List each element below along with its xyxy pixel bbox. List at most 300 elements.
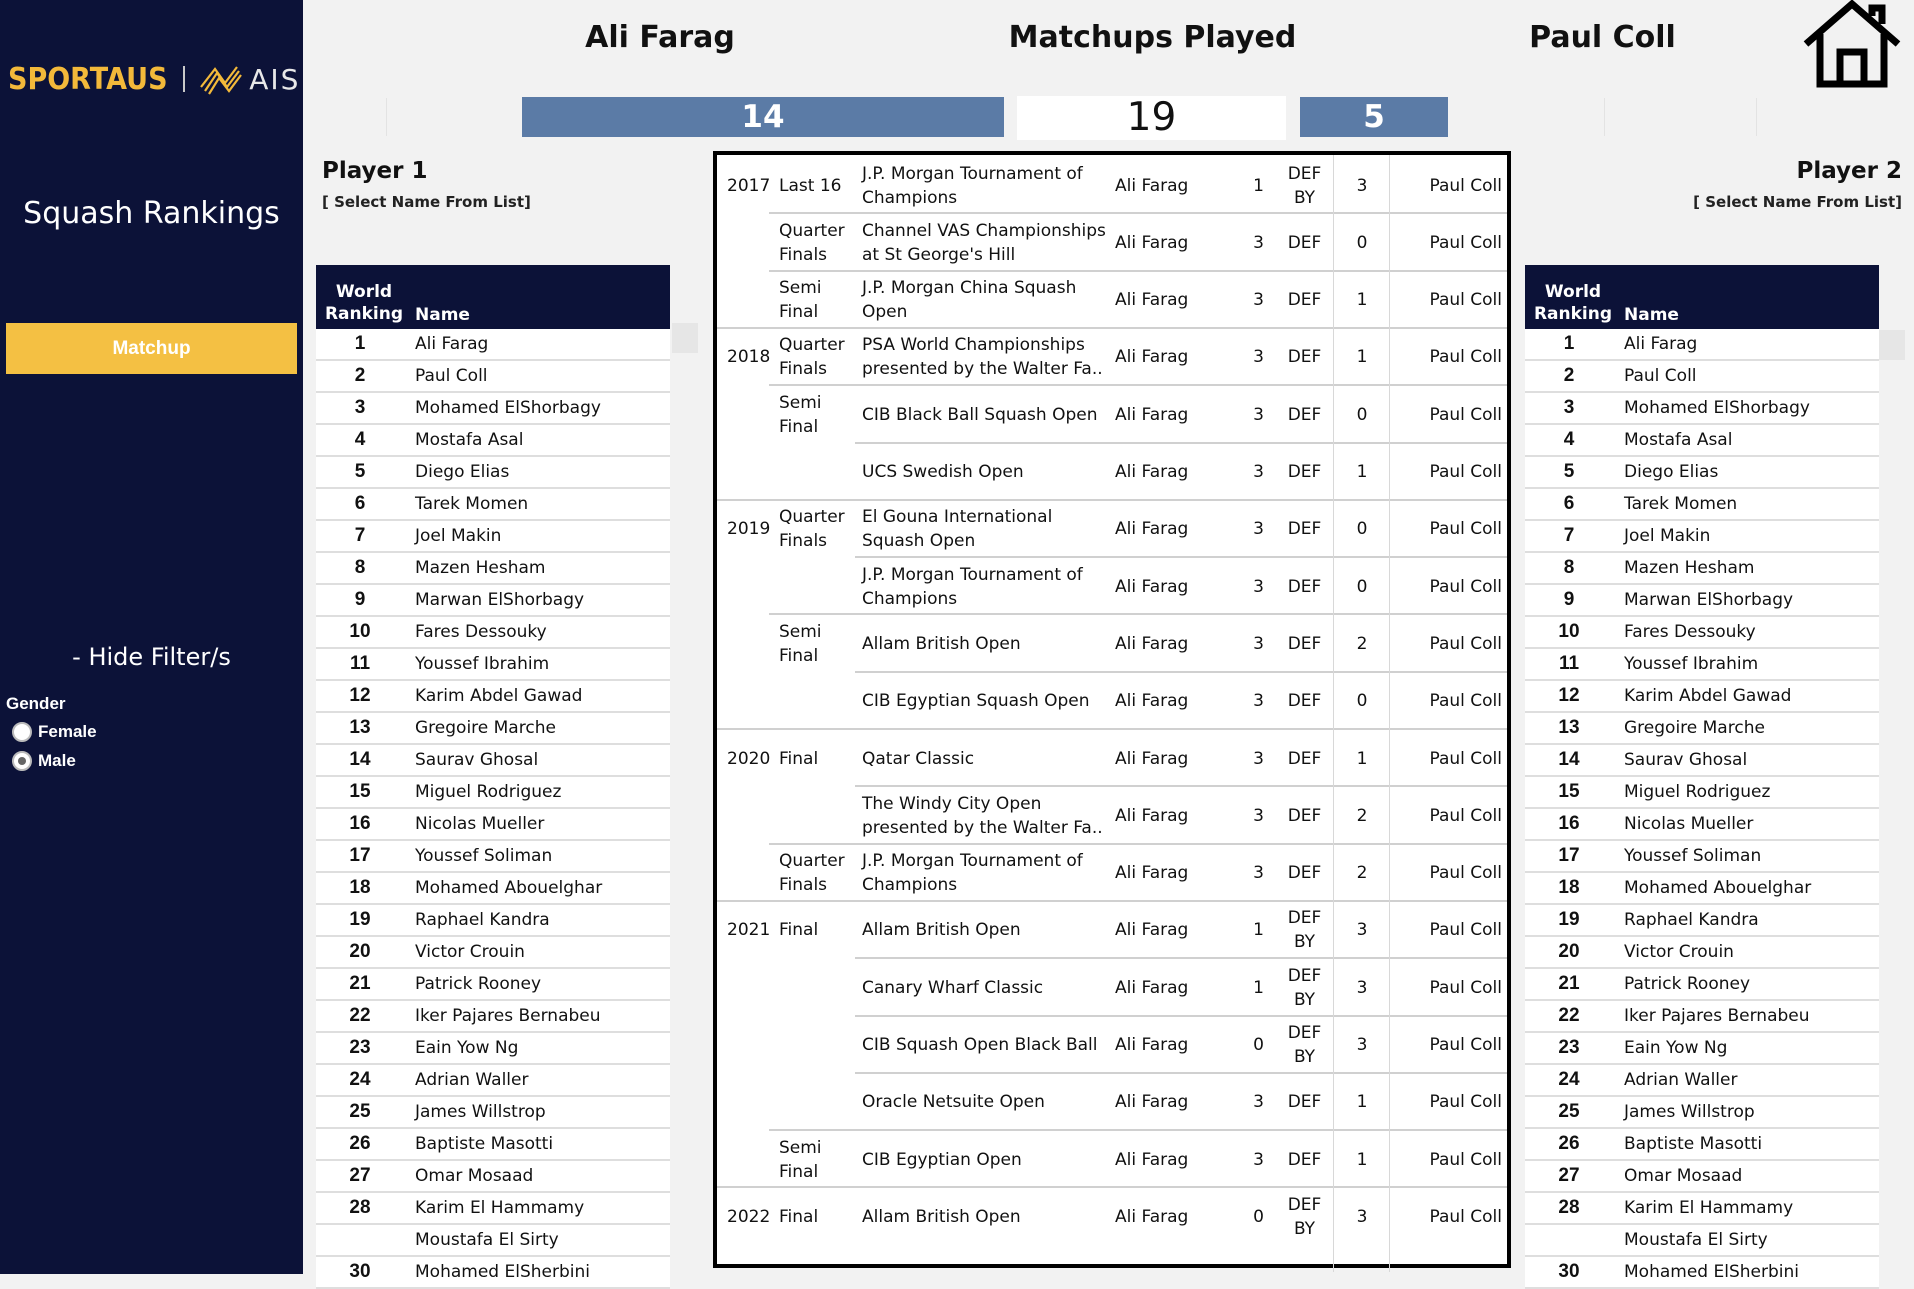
sportaus-wordmark: SPORTAUS xyxy=(8,61,168,97)
match-round: Quarter Finals xyxy=(779,335,845,380)
player1-rank-row[interactable] xyxy=(316,1065,670,1097)
match-player2-score: 3 xyxy=(1356,1035,1368,1055)
player2-rank-row[interactable] xyxy=(1525,1065,1879,1097)
player1-rank-row[interactable] xyxy=(316,329,670,361)
player-name: Karim El Hammamy xyxy=(415,1198,585,1218)
match-tournament: Canary Wharf Classic xyxy=(862,977,1044,998)
player1-rank-row[interactable] xyxy=(316,393,670,425)
row-divider xyxy=(855,785,1507,787)
player2-rank-row[interactable] xyxy=(1525,873,1879,905)
player-name: Mazen Hesham xyxy=(1624,558,1755,578)
logo xyxy=(8,54,300,104)
rank-number: 2 xyxy=(354,365,366,386)
player-name: Saurav Ghosal xyxy=(1624,750,1748,770)
player-name: Adrian Waller xyxy=(415,1070,529,1090)
match-year: 2019 xyxy=(727,519,771,540)
col-rank-line2: Ranking xyxy=(324,304,404,324)
match-round: Semi Final xyxy=(779,1137,822,1182)
match-tournament: CIB Egyptian Squash Open xyxy=(862,691,1090,712)
player2-rank-row[interactable] xyxy=(1525,745,1879,777)
rank-number: 18 xyxy=(1558,877,1580,898)
player1-rank-row[interactable] xyxy=(316,905,670,937)
player-name: James Willstrop xyxy=(1624,1102,1755,1122)
match-year xyxy=(727,272,773,329)
player-name: Mohamed ElSherbini xyxy=(1624,1262,1799,1282)
col-rank-line2: Ranking xyxy=(1533,304,1613,324)
match-result: DEF xyxy=(1287,863,1322,884)
player-name: Miguel Rodriguez xyxy=(415,782,562,802)
col-name: Name xyxy=(1624,305,1679,325)
match-player1-score: 1 xyxy=(1253,977,1264,998)
player2-rank-row[interactable] xyxy=(1525,1225,1879,1257)
rank-number: 12 xyxy=(349,685,371,706)
player1-rank-row[interactable] xyxy=(316,1129,670,1161)
rank-number: 25 xyxy=(349,1101,371,1122)
player2-rank-row[interactable] xyxy=(1525,649,1879,681)
match-result: DEF xyxy=(1287,290,1322,311)
match-player2: Paul Coll xyxy=(1429,519,1502,540)
player2-rank-row[interactable] xyxy=(1525,457,1879,489)
match-year xyxy=(727,787,773,844)
match-year xyxy=(727,1017,773,1074)
player-name: Mostafa Asal xyxy=(415,430,524,450)
match-tournament: J.P. Morgan China Squash Open xyxy=(862,278,1077,323)
player-name: Patrick Rooney xyxy=(415,974,542,994)
player1-rank-row[interactable] xyxy=(316,969,670,1001)
rank-number: 5 xyxy=(354,461,366,482)
match-round xyxy=(779,787,861,844)
match-round xyxy=(779,959,861,1016)
match-player2-score: 3 xyxy=(1356,920,1368,941)
player-name: Joel Makin xyxy=(1624,526,1711,546)
player1-rank-row[interactable] xyxy=(316,1001,670,1033)
player2-rank-row[interactable] xyxy=(1525,1001,1879,1033)
rank-number: 28 xyxy=(349,1197,371,1218)
player1-rank-row[interactable] xyxy=(316,713,670,745)
match-player2: Paul Coll xyxy=(1429,1206,1502,1227)
player-name: Mohamed ElShorbagy xyxy=(1624,398,1810,418)
player-name: Baptiste Masotti xyxy=(415,1134,554,1154)
player-name: Fares Dessouky xyxy=(415,622,547,642)
player-name: Nicolas Mueller xyxy=(1624,814,1754,834)
player1-rank-row[interactable] xyxy=(316,1257,670,1289)
match-player2-score: 1 xyxy=(1356,1092,1368,1113)
match-tournament: Allam British Open xyxy=(862,920,1021,941)
col-world-ranking xyxy=(1533,281,1613,325)
rank-number: 16 xyxy=(349,813,371,834)
match-round: Quarter Finals xyxy=(779,851,845,896)
sidebar xyxy=(0,0,303,1274)
player1-rank-row[interactable] xyxy=(316,425,670,457)
player-name: Tarek Momen xyxy=(415,494,529,514)
match-player2: Paul Coll xyxy=(1429,1092,1502,1113)
match-player1: Ali Farag xyxy=(1115,805,1189,826)
player2-list-scrollbar[interactable] xyxy=(1879,330,1905,360)
rank-number: 8 xyxy=(1563,557,1575,578)
match-player2-score: 1 xyxy=(1356,462,1368,482)
match-player2-score: 3 xyxy=(1356,977,1368,998)
match-tournament: El Gouna International Squash Open xyxy=(862,507,1053,552)
rank-number: 16 xyxy=(1558,813,1580,834)
match-tournament: J.P. Morgan Tournament of Champions xyxy=(862,564,1083,609)
match-player2-score: 2 xyxy=(1356,863,1368,884)
player-name: Youssef Soliman xyxy=(415,846,553,866)
match-player1-score: 3 xyxy=(1253,691,1264,712)
player-name: Fares Dessouky xyxy=(1624,622,1756,642)
player1-rank-row[interactable] xyxy=(316,489,670,521)
match-player2-score: 0 xyxy=(1356,404,1368,425)
player2-rank-row[interactable] xyxy=(1525,1257,1879,1289)
player-name: Mohamed Abouelghar xyxy=(1624,878,1812,898)
match-player2: Paul Coll xyxy=(1429,1149,1502,1170)
match-player2-score: 1 xyxy=(1356,347,1368,368)
player2-rank-row[interactable] xyxy=(1525,1033,1879,1065)
match-player1-score: 3 xyxy=(1253,462,1264,482)
match-tournament: CIB Squash Open Black Ball xyxy=(862,1035,1098,1055)
rank-number: 20 xyxy=(349,941,371,962)
rank-number: 7 xyxy=(1563,525,1575,546)
gender-option-label: Male xyxy=(38,751,76,770)
rank-number: 19 xyxy=(1558,909,1580,930)
player-name: Karim Abdel Gawad xyxy=(415,686,583,706)
strip-tick xyxy=(386,98,387,136)
col-name: Name xyxy=(415,305,470,325)
rank-number: 25 xyxy=(1558,1101,1580,1122)
rank-number: 10 xyxy=(349,621,371,642)
player1-rank-row[interactable] xyxy=(316,521,670,553)
match-player1: Ali Farag xyxy=(1115,1092,1189,1113)
match-tournament: Oracle Netsuite Open xyxy=(862,1092,1045,1113)
rank-number: 4 xyxy=(1563,429,1575,450)
player-name: Diego Elias xyxy=(415,462,510,482)
match-player1: Ali Farag xyxy=(1115,1206,1189,1227)
match-player2: Paul Coll xyxy=(1429,576,1502,597)
rank-number: 17 xyxy=(349,845,371,866)
player1-rank-row[interactable] xyxy=(316,649,670,681)
match-result: DEF BY xyxy=(1287,1023,1322,1067)
rank-number: 11 xyxy=(349,653,371,674)
match-player1-score: 3 xyxy=(1253,1149,1264,1170)
match-tournament: Allam British Open xyxy=(862,633,1021,654)
rank-number: 14 xyxy=(349,749,371,770)
radio-checked-icon xyxy=(12,751,32,771)
match-year: 2021 xyxy=(727,920,771,941)
player2-heading: Paul Coll xyxy=(1529,20,1676,55)
rank-number: 23 xyxy=(1558,1037,1580,1058)
player1-rank-row[interactable] xyxy=(316,777,670,809)
gender-radio-female[interactable] xyxy=(12,722,97,742)
player-name: Raphael Kandra xyxy=(1624,910,1759,930)
rank-number: 19 xyxy=(349,909,371,930)
match-round xyxy=(779,673,861,730)
gender-option-label: Female xyxy=(38,722,97,741)
match-player1-score: 0 xyxy=(1253,1035,1264,1055)
match-player1-score: 0 xyxy=(1253,1206,1264,1227)
row-divider xyxy=(855,442,1507,444)
match-player2: Paul Coll xyxy=(1429,805,1502,826)
player-name: Youssef Ibrahim xyxy=(1624,654,1759,674)
rank-number: 24 xyxy=(1558,1069,1580,1090)
match-player2-score: 2 xyxy=(1356,633,1368,654)
player-name: Eain Yow Ng xyxy=(1624,1038,1728,1058)
rank-number: 13 xyxy=(349,717,371,738)
match-result: DEF xyxy=(1287,347,1322,368)
rank-number: 1 xyxy=(354,333,366,354)
match-player1: Ali Farag xyxy=(1115,748,1189,769)
match-player2: Paul Coll xyxy=(1429,462,1502,482)
match-player1: Ali Farag xyxy=(1115,462,1189,482)
rank-number: 9 xyxy=(354,589,366,610)
match-result: DEF BY xyxy=(1287,908,1322,953)
gender-radio-male[interactable] xyxy=(12,751,76,771)
player1-rank-row[interactable] xyxy=(316,873,670,905)
player2-ranking-list[interactable] xyxy=(1525,265,1879,1282)
match-player2: Paul Coll xyxy=(1429,1035,1502,1055)
radio-unchecked-icon xyxy=(12,722,32,742)
column-divider xyxy=(1333,155,1334,1272)
match-player1: Ali Farag xyxy=(1115,633,1189,654)
player2-rank-row[interactable] xyxy=(1525,425,1879,457)
match-player1: Ali Farag xyxy=(1115,1035,1189,1055)
player-name: Paul Coll xyxy=(415,366,488,386)
row-divider xyxy=(855,556,1507,558)
rank-number: 26 xyxy=(349,1133,371,1154)
rank-number: 26 xyxy=(1558,1133,1580,1154)
match-player1-score: 3 xyxy=(1253,404,1264,425)
player1-rank-row[interactable] xyxy=(316,681,670,713)
rank-number: 15 xyxy=(349,781,371,802)
match-year xyxy=(727,1131,773,1188)
player2-rank-row[interactable] xyxy=(1525,553,1879,585)
match-player2: Paul Coll xyxy=(1429,691,1502,712)
match-year: 2020 xyxy=(727,748,771,769)
match-result: DEF xyxy=(1287,805,1322,826)
total-matches-value: 19 xyxy=(1017,96,1286,140)
hide-filter-toggle[interactable]: - Hide Filter/s xyxy=(72,643,231,671)
player1-rank-row[interactable] xyxy=(316,1033,670,1065)
column-divider xyxy=(1389,155,1390,1272)
player-name: Diego Elias xyxy=(1624,462,1719,482)
player-name: Patrick Rooney xyxy=(1624,974,1751,994)
match-player1: Ali Farag xyxy=(1115,404,1189,425)
player1-rank-row[interactable] xyxy=(316,361,670,393)
player-name: Marwan ElShorbagy xyxy=(415,590,585,610)
player1-rank-row[interactable] xyxy=(316,745,670,777)
player1-ranking-list[interactable] xyxy=(316,265,670,1282)
player2-rank-row[interactable] xyxy=(1525,777,1879,809)
player1-rank-row[interactable] xyxy=(316,585,670,617)
match-player2: Paul Coll xyxy=(1429,404,1502,425)
match-result: DEF xyxy=(1287,462,1322,482)
player-name: Miguel Rodriguez xyxy=(1624,782,1771,802)
rank-number: 5 xyxy=(1563,461,1575,482)
player2-rank-row[interactable] xyxy=(1525,1161,1879,1193)
player1-rank-row[interactable] xyxy=(316,809,670,841)
match-player2-score: 2 xyxy=(1356,805,1368,826)
player2-rank-row[interactable] xyxy=(1525,905,1879,937)
player-name: Saurav Ghosal xyxy=(415,750,539,770)
player-name: Victor Crouin xyxy=(1624,942,1734,962)
row-divider xyxy=(769,1129,1507,1131)
player-name: Mohamed Abouelghar xyxy=(415,878,603,898)
match-player1: Ali Farag xyxy=(1115,519,1189,540)
match-round: Semi Final xyxy=(779,392,822,437)
match-round: Quarter Finals xyxy=(779,220,845,265)
match-year xyxy=(727,959,773,1016)
match-round: Semi Final xyxy=(779,278,822,323)
rank-number: 15 xyxy=(1558,781,1580,802)
player-name: Tarek Momen xyxy=(1624,494,1738,514)
matchups-played-heading: Matchups Played xyxy=(1008,20,1297,55)
player2-rank-row[interactable] xyxy=(1525,585,1879,617)
player-name: Youssef Ibrahim xyxy=(415,654,550,674)
player1-rank-row[interactable] xyxy=(316,553,670,585)
player2-rank-row[interactable] xyxy=(1525,681,1879,713)
player-name: Paul Coll xyxy=(1624,366,1697,386)
rank-number: 3 xyxy=(354,397,366,418)
row-divider xyxy=(769,270,1507,272)
rank-number: 6 xyxy=(354,493,366,514)
match-player1: Ali Farag xyxy=(1115,175,1189,196)
player2-rank-row[interactable] xyxy=(1525,361,1879,393)
match-player1-score: 3 xyxy=(1253,232,1264,253)
row-divider xyxy=(855,1072,1507,1074)
match-player1: Ali Farag xyxy=(1115,347,1189,368)
match-result: DEF xyxy=(1287,519,1322,540)
match-result: DEF BY xyxy=(1287,965,1322,1010)
rank-number: 7 xyxy=(354,525,366,546)
match-tournament: CIB Egyptian Open xyxy=(862,1149,1022,1170)
rank-number: 22 xyxy=(349,1005,371,1026)
player2-wins-bar: 5 xyxy=(1300,97,1448,137)
player2-rank-row[interactable] xyxy=(1525,969,1879,1001)
player1-rank-row[interactable] xyxy=(316,1097,670,1129)
player2-rank-row[interactable] xyxy=(1525,713,1879,745)
rank-number: 6 xyxy=(1563,493,1575,514)
player-name: Nicolas Mueller xyxy=(415,814,545,834)
match-year: 2022 xyxy=(727,1206,771,1227)
player2-rank-row[interactable] xyxy=(1525,329,1879,361)
match-year: 2018 xyxy=(727,347,771,368)
player-name: Mostafa Asal xyxy=(1624,430,1733,450)
match-player1-score: 1 xyxy=(1253,175,1264,196)
rank-number: 9 xyxy=(1563,589,1575,610)
player-name: Omar Mosaad xyxy=(415,1166,534,1186)
player1-rank-row[interactable] xyxy=(316,1161,670,1193)
match-player1: Ali Farag xyxy=(1115,691,1189,712)
player-name: Omar Mosaad xyxy=(1624,1166,1743,1186)
player1-rank-row[interactable] xyxy=(316,1193,670,1225)
match-player1: Ali Farag xyxy=(1115,1149,1189,1170)
player2-rank-row[interactable] xyxy=(1525,489,1879,521)
player-name: Moustafa El Sirty xyxy=(415,1230,559,1250)
rank-number: 13 xyxy=(1558,717,1580,738)
match-tournament: CIB Black Ball Squash Open xyxy=(862,404,1098,425)
player1-rank-row[interactable] xyxy=(316,457,670,489)
player2-rank-row[interactable] xyxy=(1525,521,1879,553)
player2-rank-row[interactable] xyxy=(1525,393,1879,425)
match-player2-score: 1 xyxy=(1356,1149,1368,1170)
match-result: DEF xyxy=(1287,404,1322,425)
match-year xyxy=(727,444,773,501)
player-name: Gregoire Marche xyxy=(1624,718,1765,738)
ais-wordmark: AIS xyxy=(249,62,301,96)
col-rank-line1: World xyxy=(335,282,393,302)
player1-rank-row[interactable] xyxy=(316,937,670,969)
match-round: Semi Final xyxy=(779,621,822,666)
player2-rank-row[interactable] xyxy=(1525,841,1879,873)
match-player1-score: 3 xyxy=(1253,290,1264,311)
rank-number: 21 xyxy=(349,973,371,994)
match-player1: Ali Farag xyxy=(1115,920,1189,941)
player2-rank-row[interactable] xyxy=(1525,1193,1879,1225)
match-player2-score: 1 xyxy=(1356,748,1368,769)
player-name: Ali Farag xyxy=(415,334,489,354)
player-name: Baptiste Masotti xyxy=(1624,1134,1763,1154)
home-icon[interactable] xyxy=(1802,0,1902,88)
player2-rank-row[interactable] xyxy=(1525,617,1879,649)
strip-tick xyxy=(1604,98,1605,136)
match-player2: Paul Coll xyxy=(1429,347,1502,368)
match-player1: Ali Farag xyxy=(1115,576,1189,597)
match-player1: Ali Farag xyxy=(1115,232,1189,253)
rank-number: 11 xyxy=(1558,653,1580,674)
match-result: DEF xyxy=(1287,748,1322,769)
match-player1-score: 3 xyxy=(1253,1092,1264,1113)
match-tournament: J.P. Morgan Tournament of Champions xyxy=(862,851,1083,896)
player2-rank-row[interactable] xyxy=(1525,1129,1879,1161)
match-player1-score: 3 xyxy=(1253,347,1264,368)
ais-mark-icon xyxy=(197,61,243,97)
match-player1: Ali Farag xyxy=(1115,977,1189,998)
player2-rank-row[interactable] xyxy=(1525,937,1879,969)
rank-number: 1 xyxy=(1563,333,1575,354)
match-player1-score: 3 xyxy=(1253,863,1264,884)
match-player1-score: 3 xyxy=(1253,805,1264,826)
match-player1-score: 3 xyxy=(1253,576,1264,597)
player-name: James Willstrop xyxy=(415,1102,546,1122)
strip-tick xyxy=(1756,98,1757,136)
player1-wins-bar: 14 xyxy=(522,97,1004,137)
rank-number: 20 xyxy=(1558,941,1580,962)
match-player2-score: 1 xyxy=(1356,290,1368,311)
player2-panel-title: Player 2 xyxy=(1796,158,1902,184)
rank-number: 12 xyxy=(1558,685,1580,706)
rank-number: 28 xyxy=(1558,1197,1580,1218)
player2-rank-row[interactable] xyxy=(1525,809,1879,841)
player-name: Mohamed ElSherbini xyxy=(415,1262,590,1282)
player1-rank-row[interactable] xyxy=(316,1225,670,1257)
match-round xyxy=(779,1017,861,1074)
rank-number: 4 xyxy=(354,429,366,450)
match-player2-score: 0 xyxy=(1356,519,1368,540)
player1-list-scrollbar[interactable] xyxy=(672,323,698,353)
player1-rank-row[interactable] xyxy=(316,617,670,649)
match-player2: Paul Coll xyxy=(1429,863,1502,884)
match-year xyxy=(727,1074,773,1131)
player-name: Iker Pajares Bernabeu xyxy=(1624,1006,1810,1026)
match-year xyxy=(727,558,773,615)
matchup-button[interactable]: Matchup xyxy=(6,323,297,374)
row-divider xyxy=(769,613,1507,615)
player-name: Eain Yow Ng xyxy=(415,1038,519,1058)
match-player2: Paul Coll xyxy=(1429,977,1502,998)
match-year: 2017 xyxy=(727,175,771,196)
player2-rank-row[interactable] xyxy=(1525,1097,1879,1129)
rank-number: 3 xyxy=(1563,397,1575,418)
player1-rank-row[interactable] xyxy=(316,841,670,873)
match-player1-score: 3 xyxy=(1253,519,1264,540)
